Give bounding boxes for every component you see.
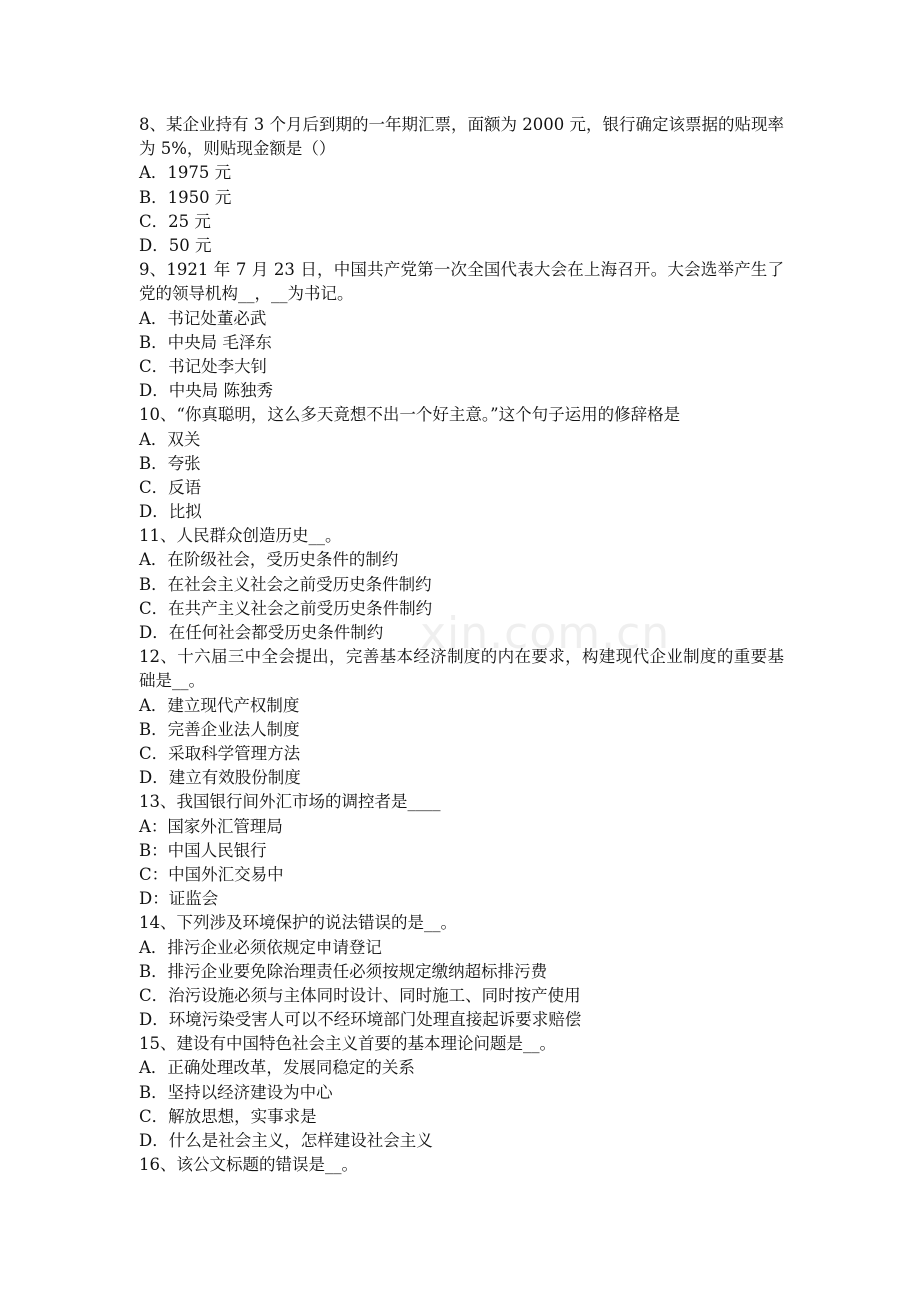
question-block — [139, 403, 784, 524]
question-text: 9、1921 年 7 月 23 日，中国共产党第一次全国代表大会在上海召开。大会选举产生了党的领导机构__，__为书记。 — [139, 260, 784, 304]
question-text: 11、人民群众创造历史__。 — [139, 526, 342, 546]
answer-option: B．中央局 毛泽东 — [139, 332, 272, 352]
question-block — [139, 1032, 784, 1153]
answer-option: B：中国人民银行 — [139, 840, 267, 860]
answer-option: D．在任何社会都受历史条件制约 — [139, 623, 384, 643]
question-block — [139, 1153, 784, 1177]
answer-option: A．正确处理改革，发展同稳定的关系 — [139, 1058, 415, 1078]
answer-option: A．在阶级社会，受历史条件的制约 — [139, 550, 399, 570]
answer-option: A．双关 — [139, 429, 201, 449]
answer-option: C．书记处李大钊 — [139, 356, 268, 376]
answer-option: C．25 元 — [139, 211, 211, 231]
question-text: 14、下列涉及环境保护的说法错误的是__。 — [139, 913, 457, 933]
question-text: 16、该公文标题的错误是__。 — [139, 1155, 358, 1175]
question-block — [139, 258, 784, 403]
answer-option: D．什么是社会主义，怎样建设社会主义 — [139, 1131, 433, 1151]
question-block — [139, 911, 784, 1032]
question-list — [139, 113, 784, 1177]
answer-option: D．环境污染受害人可以不经环境部门处理直接起诉要求赔偿 — [139, 1010, 582, 1030]
answer-option: C．在共产主义社会之前受历史条件制约 — [139, 598, 433, 618]
answer-option: A．建立现代产权制度 — [139, 695, 300, 715]
answer-option: B．在社会主义社会之前受历史条件制约 — [139, 574, 432, 594]
answer-option: C：中国外汇交易中 — [139, 864, 284, 884]
question-text: 15、建设有中国特色社会主义首要的基本理论问题是__。 — [139, 1034, 556, 1054]
question-block — [139, 645, 784, 790]
answer-option: D．50 元 — [139, 235, 212, 255]
question-text: 12、十六届三中全会提出，完善基本经济制度的内在要求，构建现代企业制度的重要基础是__。 — [139, 647, 784, 691]
question-text: 10、“你真聪明，这么多天竟想不出一个好主意。”这个句子运用的修辞格是 — [139, 405, 681, 425]
question-block — [139, 524, 784, 645]
answer-option: D．建立有效股份制度 — [139, 768, 301, 788]
answer-option: C．解放思想，实事求是 — [139, 1106, 317, 1126]
answer-option: D．比拟 — [139, 502, 202, 522]
answer-option: C．反语 — [139, 477, 202, 497]
answer-option: D：证监会 — [139, 889, 219, 909]
answer-option: A．排污企业必须依规定申请登记 — [139, 937, 382, 957]
question-block — [139, 113, 784, 258]
answer-option: A．1975 元 — [139, 163, 232, 183]
answer-option: C．治污设施必须与主体同时设计、同时施工、同时按产使用 — [139, 985, 581, 1005]
answer-option: D．中央局 陈独秀 — [139, 381, 273, 401]
answer-option: C．采取科学管理方法 — [139, 744, 301, 763]
answer-option: B．1950 元 — [139, 187, 232, 207]
answer-option: A．书记处董必武 — [139, 308, 267, 328]
answer-option: B．夸张 — [139, 453, 201, 473]
answer-option: A：国家外汇管理局 — [139, 816, 283, 836]
answer-option: B．坚持以经济建设为中心 — [139, 1082, 333, 1102]
answer-option: B．排污企业要免除治理责任必须按规定缴纳超标排污费 — [139, 961, 548, 981]
question-text: 13、我国银行间外汇市场的调控者是____ — [139, 792, 441, 812]
question-text: 8、某企业持有 3 个月后到期的一年期汇票，面额为 2000 元，银行确定该票据的贴现率为 5%，则贴现金额是（） — [139, 115, 784, 159]
question-block — [139, 790, 784, 911]
answer-option: B．完善企业法人制度 — [139, 719, 300, 739]
watermark: xin.com.cn — [420, 608, 671, 659]
